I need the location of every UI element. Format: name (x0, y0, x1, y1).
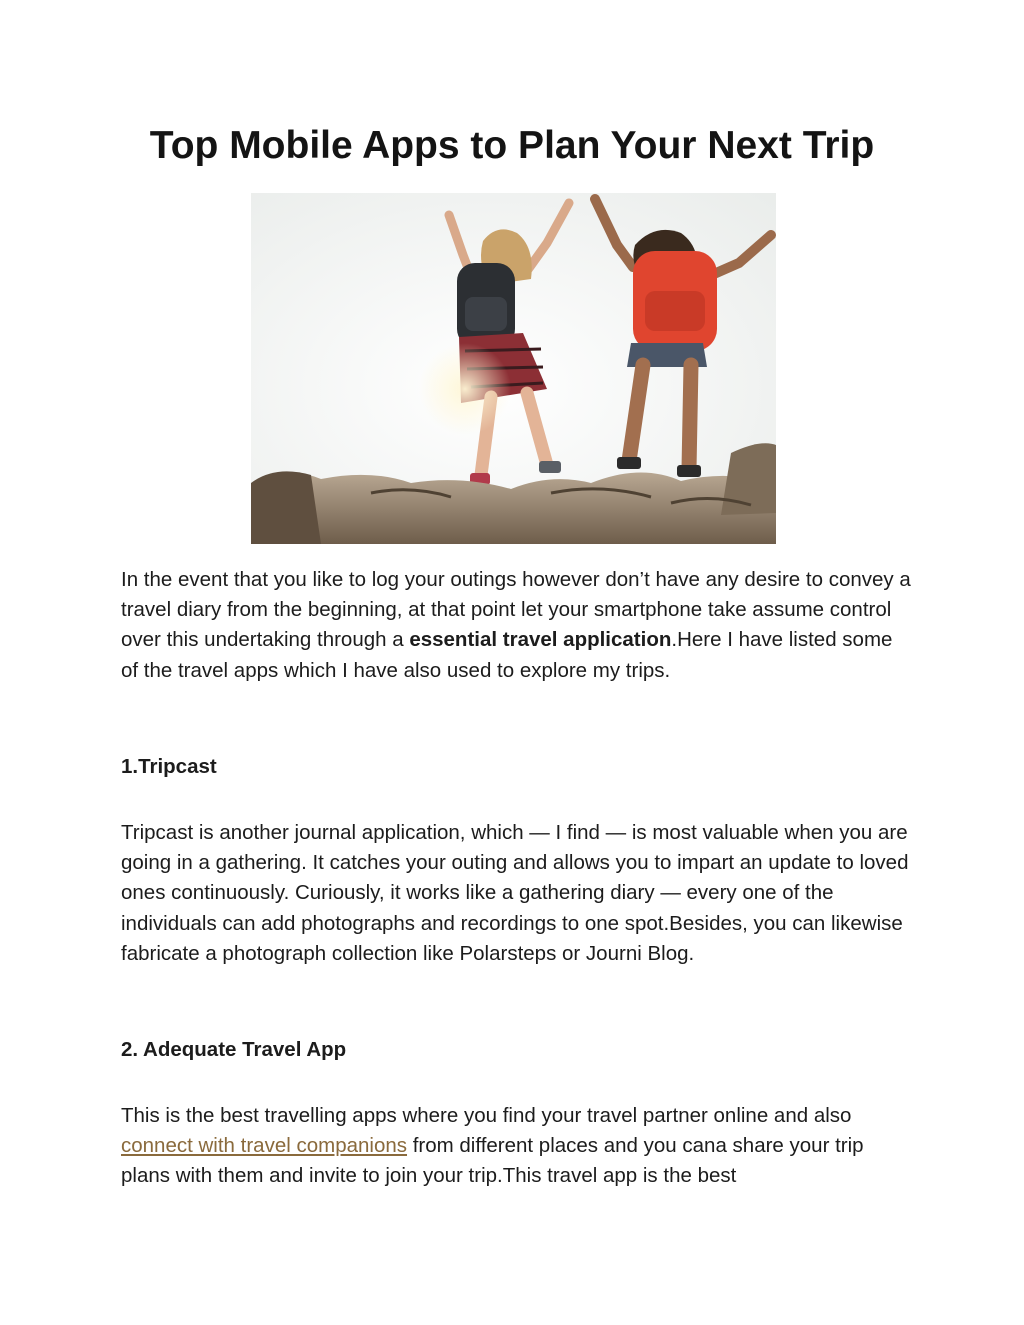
section-body-adequate-travel-app (121, 1101, 911, 1192)
section-body-tripcast: Tripcast is another journal application, which — I find — is most valuable when you are going in a gathering. It catches your outing and allows you to impart an update to loved ones continuously. Curiously, it works like a gathering diary — every one of the individuals can add photographs and recordings to one spot.Besides, you can likewise fabricate a photograph collection like Polarsteps or Journi Blog. (121, 821, 909, 965)
intro-text-before: In the event that you like to log your outings however don’t have any desire to convey a travel diary from the beginning, at that point let your smartphone take assume control over this undertaking through a (121, 568, 911, 652)
intro-text-after: .Here I have listed some of the travel apps which I have also used to explore my trips. (121, 628, 893, 682)
section-heading-adequate-travel-app: 2. Adequate Travel App (121, 1038, 347, 1061)
section-heading-tripcast: 1.Tripcast (121, 755, 217, 778)
hikers-illustration (251, 193, 776, 544)
intro-paragraph (121, 565, 911, 686)
intro-bold-phrase: essential travel application (409, 628, 672, 652)
section-body-after-link: from different places and you cana share your trip plans with them and invite to join your trip.This travel app is the best (121, 1134, 864, 1188)
sun-flare (419, 343, 511, 435)
section-body-before-link: This is the best travelling apps where you find your travel partner online and also (121, 1104, 852, 1127)
page-title: Top Mobile Apps to Plan Your Next Trip (149, 124, 875, 167)
travel-companions-link[interactable]: connect with travel companions (121, 1134, 408, 1158)
hero-image-hikers (251, 193, 776, 544)
